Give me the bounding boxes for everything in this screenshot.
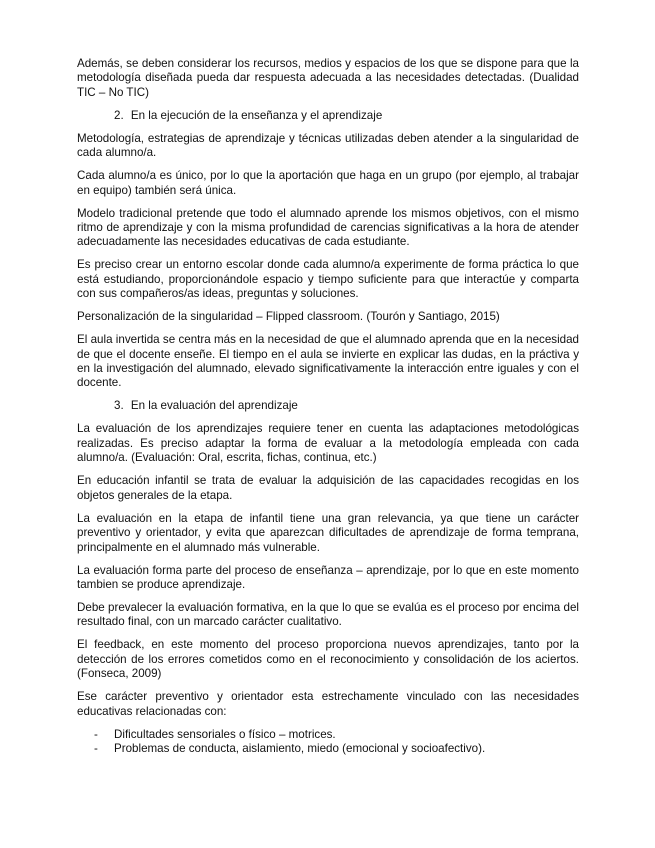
section-title: En la evaluación del aprendizaje <box>130 399 298 413</box>
paragraph: Cada alumno/a es único, por lo que la aportación que haga en un grupo (por ejemplo, al trabajar en equipo) también será única. <box>77 169 579 197</box>
paragraph: Es preciso crear un entorno escolar donde cada alumno/a experimente de forma práctica lo que está estudiando, proporcionándole espacio y tiempo suficiente para que interactúe y comparta con sus compañeros/as ideas, preguntas y soluciones. <box>77 258 579 301</box>
list-item <box>77 742 579 756</box>
paragraph: Personalización de la singularidad – Flipped classroom. (Tourón y Santiago, 2015) <box>77 310 500 324</box>
document-page <box>77 57 579 756</box>
paragraph: Además, se deben considerar los recursos, medios y espacios de los que se dispone para que la metodología diseñada pueda dar respuesta adecuada a las necesidades detectadas. (Dualidad TIC – No TIC) <box>77 57 579 99</box>
paragraph: La evaluación forma parte del proceso de enseñanza – aprendizaje, por lo que en este momento tambien se produce aprendizaje. <box>77 563 579 591</box>
section-heading-2 <box>77 109 579 123</box>
paragraph: Debe prevalecer la evaluación formativa, en la que lo que se evalúa es el proceso por encima del resultado final, con un marcado carácter cualitativo. <box>77 600 579 629</box>
paragraph: El aula invertida se centra más en la necesidad de que el alumnado aprenda que en la necesidad de que el docente enseñe. El tiempo en el aula se invierte en explicar las dudas, en la práctiva y en la investigación del alumnado, elevado significativamente la interacción entre iguales y con el docente. <box>77 333 579 390</box>
paragraph: La evaluación de los aprendizajes requiere tener en cuenta las adaptaciones metodológicas realizadas. Es preciso adaptar la forma de evaluar a la metodología empleada con cada alumno/a. (Evaluación: Oral, escrita, fichas, continua, etc.) <box>77 422 579 465</box>
section-title: En la ejecución de la enseñanza y el aprendizaje <box>130 108 383 122</box>
paragraph: Metodología, estrategias de aprendizaje y técnicas utilizadas deben atender a la singularidad de cada alumno/a. <box>77 131 579 160</box>
paragraph: En educación infantil se trata de evaluar la adquisición de las capacidades recogidas en los objetos generales de la etapa. <box>77 474 579 502</box>
bullet-marker: - <box>94 741 98 755</box>
list-item-text: Problemas de conducta, aislamiento, miedo (emocional y socioafectivo). <box>114 741 486 755</box>
bullet-list <box>77 728 579 757</box>
paragraph: Ese carácter preventivo y orientador esta estrechamente vinculado con las necesidades educativas relacionadas con: <box>77 690 579 718</box>
paragraph: La evaluación en la etapa de infantil tiene una gran relevancia, ya que tiene un carácter preventivo y orientador, y evita que aparezcan dificultades de aprendizaje de forma temprana, principalmente en el alumnado más vulnerable. <box>77 511 579 554</box>
list-item-text: Dificultades sensoriales o físico – motrices. <box>114 727 336 741</box>
section-number: 3. <box>114 399 124 413</box>
paragraph: El feedback, en este momento del proceso proporciona nuevos aprendizajes, tanto por la detección de los errores cometidos como en el reconocimiento y consolidación de los aciertos. (Fonseca, 2009) <box>77 638 579 681</box>
bullet-marker: - <box>94 727 98 741</box>
paragraph: Modelo tradicional pretende que todo el alumnado aprende los mismos objetivos, con el mismo ritmo de aprendizaje y con la misma profundidad de carencias significativas a la hora de atender adecuadamente las necesidades educativas de cada estudiante. <box>77 206 579 249</box>
list-item <box>77 728 579 742</box>
section-heading-3 <box>77 399 579 413</box>
section-number: 2. <box>114 108 124 122</box>
